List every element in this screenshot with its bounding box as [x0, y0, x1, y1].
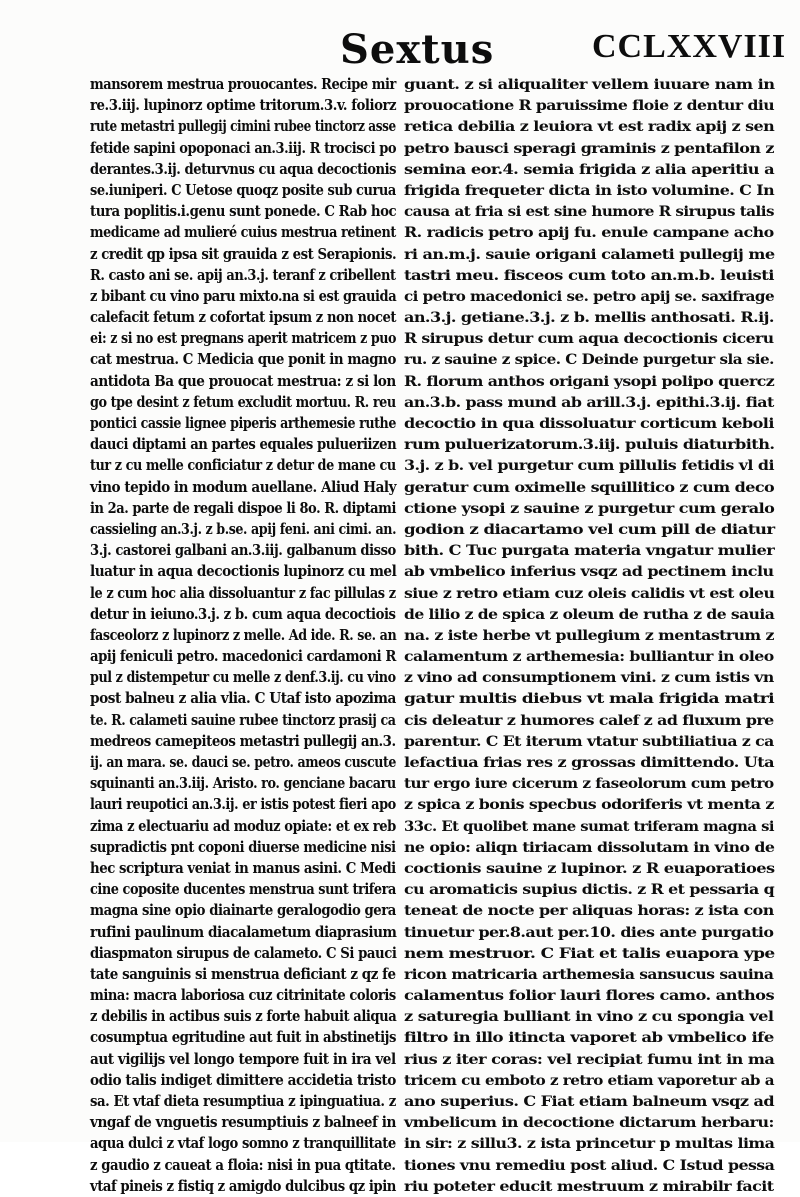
- text-line: ne opio: aliqn tiriacam dissolutam in vino de: [404, 838, 775, 856]
- text-line: vino tepido in modum auellane. Aliud Haly: [90, 478, 397, 496]
- text-line: rute metastri pullegij cimini rubee tinctorz asse: [90, 118, 396, 136]
- text-line: z spica z bonis specbus odoriferis vt menta z: [404, 796, 774, 814]
- text-line: ctione ysopi z sauine z purgetur cum geralo: [404, 499, 775, 517]
- text-line: teneat de nocte per aliquas horas: z ista con: [404, 902, 774, 920]
- text-line: lefactiua frias res z grossas dimittendo. Uta: [404, 754, 774, 771]
- text-line: tate sanguinis si menstrua deficiant z qz fe: [90, 965, 396, 983]
- text-line: guant. z si aliqualiter vellem iuuare nam in: [404, 76, 775, 93]
- right-text-column: [404, 74, 775, 1195]
- text-line: go tpe desint z fetum excludit mortuu. R. reu: [90, 393, 396, 411]
- text-line: tur ergo iure cicerum z faseolorum cum petro: [404, 775, 774, 793]
- text-line: ei: z si no est pregnans aperit matricem z puo: [90, 330, 397, 348]
- text-line: 3.j. z b. vel purgetur cum pillulis fetidis vl di: [404, 457, 774, 475]
- text-line: R. radicis petro apij fu. enule campane acho: [404, 224, 774, 242]
- text-line: ano superius. C Fiat etiam balneum vsqz ad: [404, 1093, 775, 1110]
- text-line: te. R. calameti sauine rubee tinctorz prasij ca: [90, 711, 396, 729]
- text-line: z saturegia bulliant in vino z cu spongia vel: [404, 1008, 774, 1026]
- text-line: mina: macra laboriosa cuz citrinitate coloris: [90, 987, 396, 1005]
- text-line: odio talis indiget dimittere accidetia tristo: [90, 1071, 396, 1089]
- text-line: rum puluerizatorum.3.iij. puluis diaturbith.: [404, 436, 775, 454]
- text-line: diaspmaton sirupus de calameto. C Si pauci: [90, 944, 397, 962]
- text-line: dauci diptami an partes equales pulueriizen: [90, 436, 397, 454]
- text-line: medreos camepiteos metastri pullegij an.3.: [90, 732, 396, 750]
- text-line: z vino ad consumptionem vini. z cum istis vn: [404, 669, 774, 687]
- text-line: z gaudio z caueat a floia: nisi in pua qtitate.: [90, 1156, 396, 1174]
- text-line: ri an.m.j. sauie origani calameti pullegij me: [404, 245, 775, 263]
- text-line: ij. an mara. se. dauci se. petro. ameos cuscute: [90, 754, 396, 771]
- text-line: magna sine opio diainarte geralogodio gera: [90, 902, 396, 920]
- text-line: zima z electuariu ad moduz opiate: et ex reb: [90, 817, 396, 835]
- text-line: cine coposite ducentes menstrua sunt trifera: [90, 881, 396, 899]
- text-line: post balneu z alia vlia. C Utaf isto apozima: [90, 690, 396, 708]
- text-line: cis deleatur z humores calef z ad fluxum pre: [404, 711, 774, 729]
- text-line: luatur in aqua decoctionis lupinorz cu mel: [90, 563, 397, 581]
- text-line: vmbelicum in decoctione dictarum herbaru:: [404, 1114, 774, 1132]
- text-line: retica debilia z leuiora vt est radix apij z sen: [404, 118, 775, 136]
- text-line: R. casto ani se. apij an.3.j. teranf z cribellent: [90, 266, 396, 284]
- text-line: aut vigilijs vel longo tempore fuit in ira vel: [90, 1050, 396, 1068]
- text-line: geratur cum oximelle squillitico z cum deco: [404, 478, 775, 496]
- text-line: detur in ieiuno.3.j. z b. cum aqua decoctiois: [90, 605, 396, 623]
- text-line: nem mestruor. C Fiat et talis euapora ype: [404, 944, 775, 962]
- text-line: frigida frequeter dicta in isto volumine. C In: [404, 181, 775, 199]
- text-line: squinanti an.3.iij. Aristo. ro. genciane bacaru: [90, 775, 396, 793]
- text-line: calefacit fetum z cofortat ipsum z non nocet: [90, 309, 397, 327]
- text-line: sa. Et vtaf dieta resumptiua z ipinguatiua. z: [90, 1093, 396, 1110]
- text-line: tastri meu. fisceos cum toto an.m.b. leuisti: [404, 266, 774, 284]
- text-line: rius z iter coras: vel recipiat fumu int in ma: [404, 1050, 775, 1068]
- text-line: godion z diacartamo vel cum pill de diatur: [404, 520, 775, 538]
- text-line: ricon matricaria arthemesia sansucus sauina: [404, 965, 774, 983]
- text-line: riu poteter educit mestruum z mirabilr facit: [404, 1177, 774, 1195]
- text-line: cat mestrua. C Medicia que ponit in magno: [90, 351, 396, 369]
- text-line: antidota Ba que prouocat mestrua: z si lon: [90, 372, 396, 390]
- text-line: 3.j. castorei galbani an.3.iij. galbanum disso: [90, 542, 396, 560]
- text-line: cu aromaticis supius dictis. z R et pessaria q: [404, 881, 775, 899]
- text-line: R sirupus detur cum aqua decoctionis ciceru: [404, 330, 774, 348]
- text-line: in sir: z sillu3. z ista princetur p multas lima: [404, 1135, 775, 1153]
- text-line: aqua dulci z vtaf logo somno z tranquillitate: [90, 1135, 396, 1153]
- text-line: supradictis pnt coponi diuerse medicine nisi: [90, 838, 396, 856]
- text-line: tricem cu emboto z retro etiam vaporetur ab a: [404, 1071, 774, 1089]
- text-line: cassieling an.3.j. z b.se. apij feni. ani cimi. an.: [90, 520, 397, 538]
- text-line: pul z distempetur cu melle z denf.3.ij. cu vino: [90, 669, 396, 687]
- text-line: filtro in illo itincta vaporet ab vmbelico ife: [404, 1029, 774, 1047]
- text-line: an.3.b. pass mund ab arill.3.j. epithi.3.ij. fiat: [404, 393, 774, 411]
- text-line: calamentus folior lauri flores camo. anthos: [404, 987, 775, 1005]
- text-line: vtaf pineis z fistiq z amigdo dulcibus qz ipin: [90, 1177, 396, 1195]
- running-title: Sextus: [340, 26, 495, 73]
- text-line: calamentum z arthemesia: bulliantur in oleo: [404, 648, 774, 666]
- text-line: tiones vnu remediu post aliud. C Istud pessa: [404, 1156, 775, 1174]
- text-line: bith. C Tuc purgata materia vngatur mulier: [404, 542, 775, 560]
- running-head: [0, 14, 800, 74]
- text-line: le z cum hoc alia dissoluantur z fac pillulas z: [90, 584, 396, 602]
- text-line: ab vmbelico inferius vsqz ad pectinem inclu: [404, 563, 774, 581]
- text-line: petro bausci speragi graminis z pentafilon z: [404, 139, 774, 157]
- text-line: fasceolorz z lupinorz z melle. Ad ide. R. se. an: [90, 626, 397, 644]
- text-line: hec scriptura veniat in manus asini. C Medi: [90, 859, 396, 877]
- text-line: re.3.iij. lupinorz optime tritorum.3.v. foliorz: [90, 97, 397, 115]
- text-line: se.iuniperi. C Uetose quoqz posite sub curua: [90, 181, 396, 199]
- text-line: gatur multis diebus vt mala frigida matri: [404, 690, 775, 708]
- text-line: 33c. Et quolibet mane sumat triferam magna si: [404, 817, 774, 835]
- text-line: pontici cassie lignee piperis arthemesie ruthe: [90, 415, 396, 432]
- text-line: lauri reupotici an.3.ij. er istis potest fieri apo: [90, 796, 396, 814]
- folio-number: CCLXXVIII: [592, 28, 787, 65]
- text-line: fetide sapini opoponaci an.3.iij. R trocisci po: [90, 139, 397, 157]
- text-line: semina eor.4. semia frigida z alia aperitiu a: [404, 160, 775, 178]
- text-line: derantes.3.ij. deturvnus cu aqua decoctionis: [90, 160, 397, 178]
- text-line: in 2a. parte de regali dispoe li 8o. R. diptami: [90, 499, 396, 517]
- text-line: ci petro macedonici se. petro apij se. saxifrage: [404, 287, 775, 305]
- left-text-column: [90, 74, 397, 1195]
- text-line: z credit qp ipsa sit grauida z est Serapionis.: [90, 245, 397, 263]
- text-line: apij feniculi petro. macedonici cardamoni R: [90, 648, 396, 666]
- text-line: coctionis sauine z lupinor. z R euaporatioes: [404, 859, 775, 877]
- text-line: tura poplitis.i.genu sunt ponede. C Rab hoc: [90, 203, 397, 221]
- text-line: z bibant cu vino paru mixto.na si est grauida: [90, 287, 397, 305]
- text-line: an.3.j. getiane.3.j. z b. mellis anthosati. R.ij.: [404, 309, 774, 327]
- text-line: prouocatione R paruissime floie z dentur diu: [404, 97, 775, 115]
- text-line: siue z retro etiam cuz oleis calidis vt est oleu: [404, 584, 775, 602]
- text-line: R. florum anthos origani ysopi polipo quercz: [404, 372, 775, 390]
- text-line: ru. z sauine z spice. C Deinde purgetur sla sie.: [404, 351, 774, 369]
- text-line: tinuetur per.8.aut per.10. dies ante purgatio: [404, 923, 774, 941]
- text-line: de lilio z de spica z oleum de rutha z de sauia: [404, 605, 775, 623]
- text-line: na. z iste herbe vt pullegium z mentastrum z: [404, 626, 774, 644]
- text-line: causa at fria si est sine humore R sirupus talis: [404, 203, 774, 221]
- text-line: vngaf de vnguetis resumptiuis z balneef in: [90, 1114, 396, 1132]
- text-line: medicame ad mulieré cuius mestrua retinent: [90, 224, 396, 242]
- text-line: cosumptua egritudine aut fuit in abstinetijs: [90, 1029, 396, 1047]
- text-line: tur z cu melle conficiatur z detur de mane cu: [90, 457, 396, 475]
- text-line: decoctio in qua dissoluatur corticum keboli: [404, 415, 774, 432]
- text-line: parentur. C Et iterum vtatur subtiliatiua z ca: [404, 732, 774, 750]
- text-line: rufini paulinum diacalametum diaprasium: [90, 923, 397, 941]
- text-line: mansorem mestrua prouocantes. Recipe mir: [90, 76, 396, 93]
- text-line: z debilis in actibus suis z forte habuit aliqua: [90, 1008, 397, 1026]
